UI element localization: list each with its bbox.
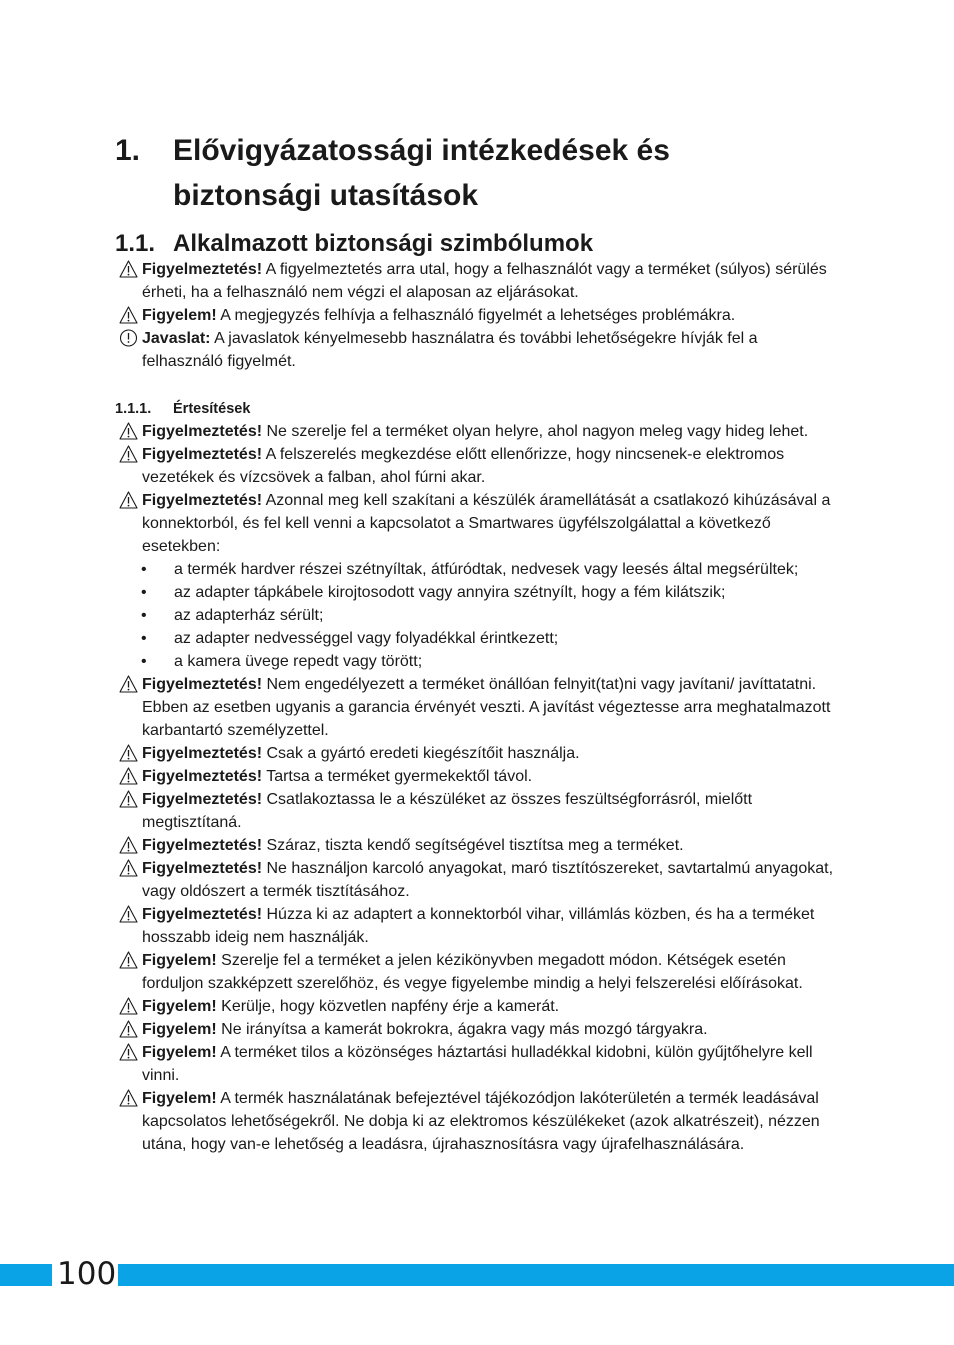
warning-triangle-icon	[119, 1020, 138, 1038]
subsection-heading	[115, 228, 593, 260]
symbol-warning: Figyelmeztetés! A figyelmeztetés arra utal, hogy a felhasználót vagy a terméket (súlyos) sérülés érheti, ha a felhasználó nem végzi el alaposan az eljárásokat.	[119, 258, 839, 304]
footer-bar	[0, 1264, 954, 1286]
warning-triangle-icon	[119, 767, 138, 785]
warning-triangle-icon	[119, 836, 138, 854]
bullet-item: • a termék hardver részei szétnyíltak, átfúródtak, nedvesek vagy leesés által megsérültek;	[119, 558, 843, 581]
warning-triangle-icon	[119, 905, 138, 923]
symbol-tip: Javaslat: A javaslatok kényelmesebb használatra és további lehetőségekre hívják fel a felhasználó figyelmét.	[119, 327, 839, 373]
warning-item: Figyelmeztetés! Csatlakoztassa le a készüléket az összes feszültségforrásról, mielőtt megtisztítaná.	[119, 788, 843, 834]
subsubsection-number: 1.1.1.	[115, 401, 152, 417]
warning-item: Figyelmeztetés! Ne szerelje fel a terméket olyan helyre, ahol nagyon meleg vagy hideg lehet.	[119, 420, 843, 443]
warning-item: Figyelmeztetés! Húzza ki az adaptert a konnektorból vihar, villámlás közben, és ha a terméket hosszabb ideig nem használják.	[119, 903, 843, 949]
bullet-list	[119, 558, 843, 673]
warning-triangle-icon	[119, 997, 138, 1015]
warning-item: Figyelmeztetés! Száraz, tiszta kendő segítségével tisztítsa meg a terméket.	[119, 834, 843, 857]
warning-triangle-icon	[119, 951, 138, 969]
symbol-list	[119, 258, 839, 373]
section-heading	[115, 128, 835, 218]
bullet-dot: •	[141, 607, 147, 624]
section-title: Elővigyázatossági intézkedések és biztonsági utasítások	[173, 134, 670, 212]
warning-triangle-icon	[119, 675, 138, 693]
bullet-dot: •	[141, 653, 147, 670]
notice-list	[119, 420, 843, 1156]
subsection-title: Alkalmazott biztonsági szimbólumok	[173, 230, 594, 257]
warning-item: Figyelem! Szerelje fel a terméket a jelen kézikönyvben megadott módon. Kétségek esetén forduljon szakképzett szerelőhöz, és vegye figyelembe mindig a helyi felszerelési előírásokat.	[119, 949, 843, 995]
warning-item: Figyelem! Kerülje, hogy közvetlen napfény érje a kamerát.	[119, 995, 843, 1018]
warning-item: Figyelem! Ne irányítsa a kamerát bokrokra, ágakra vagy más mozgó tárgyakra.	[119, 1018, 843, 1041]
bullet-dot: •	[141, 561, 147, 578]
warning-triangle-icon	[119, 306, 138, 324]
subsubsection-title: Értesítések	[173, 401, 251, 417]
bullet-item: • a kamera üvege repedt vagy törött;	[119, 650, 843, 673]
warning-item: Figyelmeztetés! Azonnal meg kell szakítani a készülék áramellátását a csatlakozó kihúzásával a konnektorból, és fel kell venni a kapcsolatot a Smartwares ügyfélszolgálattal a következő esetekben:	[119, 489, 843, 558]
warning-item: Figyelem! A termék használatának befejeztével tájékozódjon lakóterületén a termék leadásával kapcsolatos lehetőségekről. Ne dobja ki az elektromos készülékeket (azok alkatrészeit), nézzen utána, hogy van-e lehetőség a leadásra, újrahasznosításra vagy újrafelhasználására.	[119, 1087, 843, 1156]
warning-item: Figyelmeztetés! Ne használjon karcoló anyagokat, maró tisztítószereket, savtartalmú anyagokat, vagy oldószert a termék tisztításához.	[119, 857, 843, 903]
warning-triangle-icon	[119, 1043, 138, 1061]
warning-triangle-icon	[119, 422, 138, 440]
bullet-item: • az adapterház sérült;	[119, 604, 843, 627]
warning-item: Figyelmeztetés! Tartsa a terméket gyermekektől távol.	[119, 765, 843, 788]
bullet-dot: •	[141, 630, 147, 647]
symbol-attention: Figyelem! A megjegyzés felhívja a felhasználó figyelmét a lehetséges problémákra.	[119, 304, 839, 327]
warning-triangle-icon	[119, 260, 138, 278]
warning-triangle-icon	[119, 445, 138, 463]
warning-item: Figyelmeztetés! Nem engedélyezett a terméket önállóan felnyit(tat)ni vagy javítani/ javíttatatni. Ebben az esetben ugyanis a garancia érvényét veszti. A javítást végeztesse arra meghatalmazott karbantartó személyzettel.	[119, 673, 843, 742]
info-circle-icon	[119, 329, 138, 347]
warning-triangle-icon	[119, 491, 138, 509]
warning-item: Figyelem! A terméket tilos a közönséges háztartási hulladékkal kidobni, külön gyűjtőhelyre kell vinni.	[119, 1041, 843, 1087]
warning-item: Figyelmeztetés! A felszerelés megkezdése előtt ellenőrizze, hogy nincsenek-e elektromos vezetékek és vízcsövek a falban, ahol fúrni akar.	[119, 443, 843, 489]
subsubsection-heading	[115, 399, 250, 419]
warning-triangle-icon	[119, 790, 138, 808]
page-number: 100	[57, 1256, 117, 1292]
subsection-number: 1.1.	[115, 230, 156, 257]
warning-triangle-icon	[119, 744, 138, 762]
bullet-item: • az adapter tápkábele kirojtosodott vagy annyira szétnyílt, hogy a fém kilátszik;	[119, 581, 843, 604]
section-number: 1.	[115, 134, 141, 167]
warning-triangle-icon	[119, 859, 138, 877]
warning-item: Figyelmeztetés! Csak a gyártó eredeti kiegészítőit használja.	[119, 742, 843, 765]
bullet-item: • az adapter nedvességgel vagy folyadékkal érintkezett;	[119, 627, 843, 650]
bullet-dot: •	[141, 584, 147, 601]
warning-triangle-icon	[119, 1089, 138, 1107]
